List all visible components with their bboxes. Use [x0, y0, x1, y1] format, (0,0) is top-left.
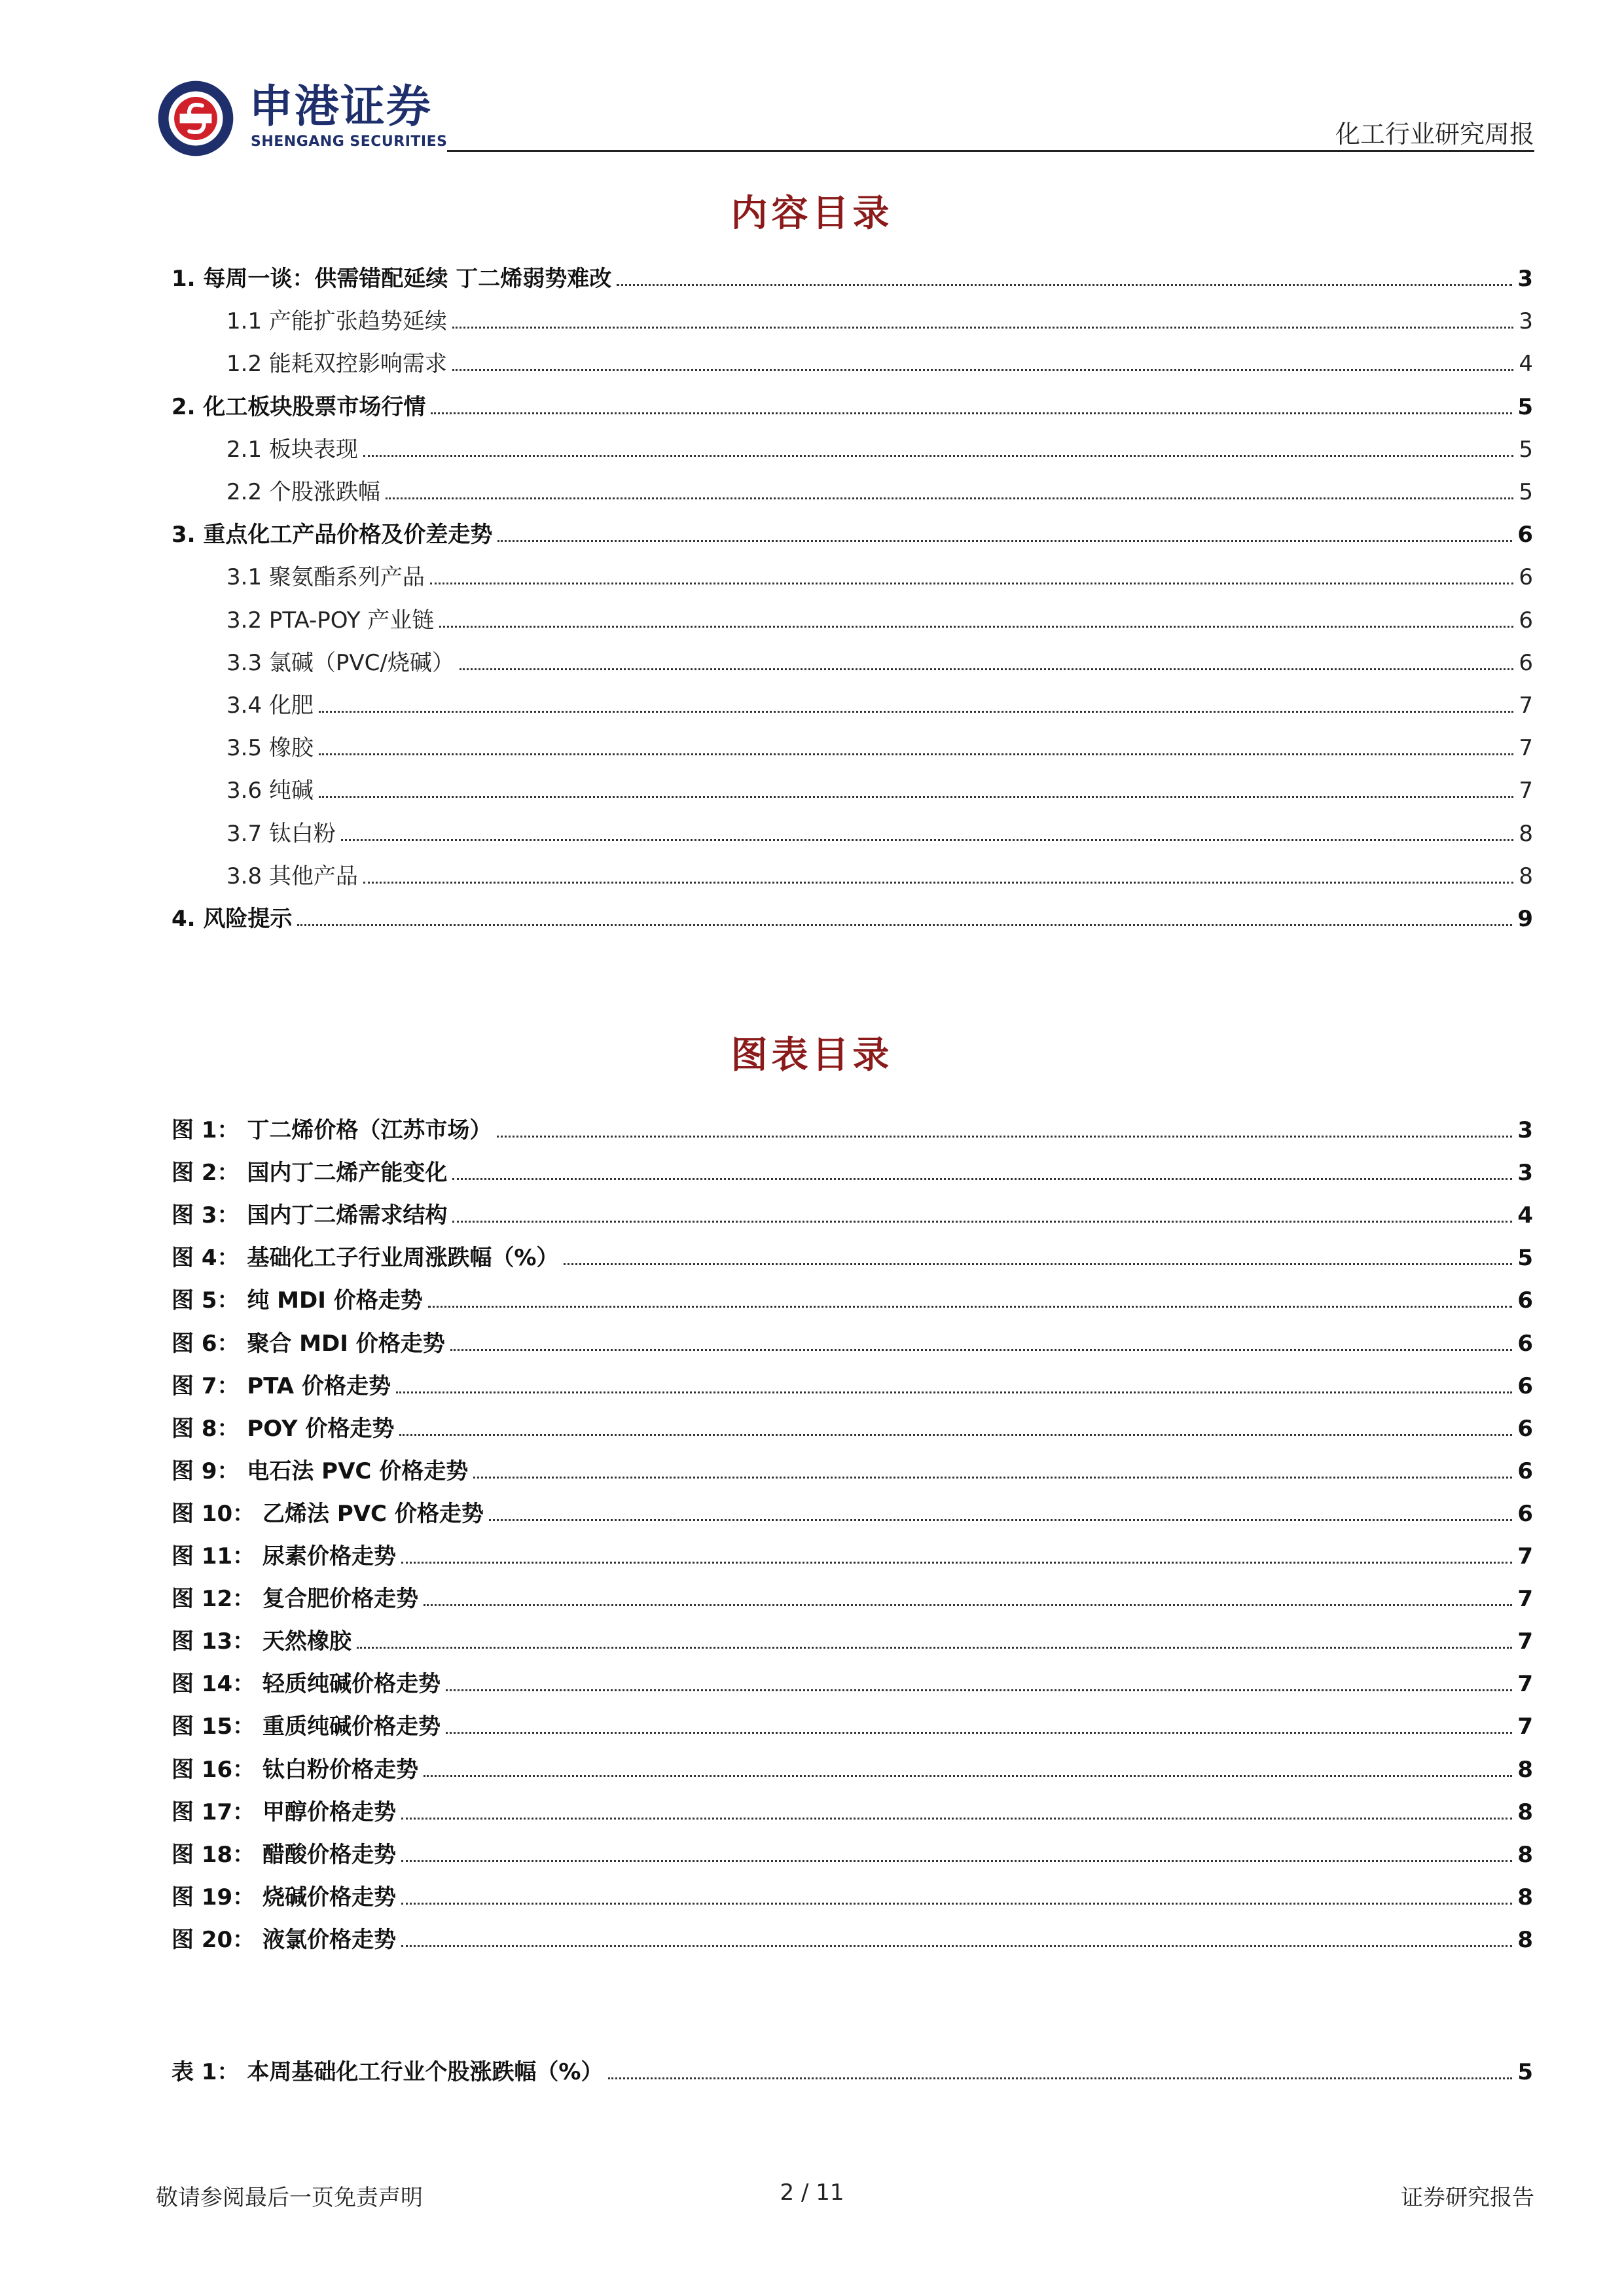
- footer-doc-type: 证券研究报告: [1401, 2185, 1534, 2211]
- figure-entry[interactable]: [171, 1191, 1533, 1230]
- figure-entry[interactable]: [171, 1745, 1533, 1784]
- figure-entry-label: 图 5： 纯 MDI 价格走势: [171, 1287, 423, 1314]
- figure-entry-label: 图 8： POY 价格走势: [171, 1415, 395, 1442]
- dot-leader: [430, 582, 1513, 584]
- table-entry[interactable]: [171, 2047, 1533, 2087]
- dot-leader: [446, 1731, 1512, 1734]
- figure-entry-label: 图 17： 甲醇价格走势: [171, 1799, 396, 1825]
- dot-leader: [357, 1646, 1512, 1649]
- figure-entry-label: 图 10： 乙烯法 PVC 价格走势: [171, 1500, 484, 1527]
- dot-leader: [363, 881, 1513, 884]
- dot-leader: [396, 1391, 1512, 1393]
- toc-entry-page: 6: [1517, 522, 1533, 548]
- footer-disclaimer: 敬请参阅最后一页免责声明: [156, 2185, 423, 2211]
- toc-entry-page: 9: [1517, 906, 1533, 932]
- dot-leader: [489, 1518, 1512, 1521]
- figure-entry-page: 3: [1517, 1160, 1533, 1187]
- toc-entry-label: 3.2 PTA-POY 产业链: [226, 607, 435, 634]
- figure-entry[interactable]: [171, 1233, 1533, 1272]
- dot-leader: [564, 1263, 1512, 1265]
- toc-entry-page: 4: [1519, 351, 1533, 378]
- toc-entry-label: 3.7 钛白粉: [226, 820, 336, 847]
- toc-entry[interactable]: [226, 596, 1533, 635]
- figure-entry[interactable]: [171, 1830, 1533, 1869]
- shengang-logo-icon: [156, 79, 236, 158]
- toc-entry[interactable]: [226, 681, 1533, 720]
- figure-entry-label: 图 18： 醋酸价格走势: [171, 1841, 396, 1868]
- figure-entry-label: 图 1： 丁二烯价格（江苏市场）: [171, 1117, 492, 1143]
- figure-entry-label: 图 2： 国内丁二烯产能变化: [171, 1160, 448, 1187]
- report-type: 化工行业研究周报: [1335, 120, 1534, 149]
- dot-leader: [452, 326, 1513, 329]
- toc-entry-label: 3.3 氯碱（PVC/烧碱）: [226, 649, 454, 676]
- figure-entry[interactable]: [171, 1404, 1533, 1443]
- toc-entry-page: 7: [1519, 735, 1533, 762]
- figure-entry-page: 6: [1517, 1500, 1533, 1527]
- dot-leader: [424, 1604, 1512, 1606]
- dot-leader: [363, 454, 1513, 457]
- toc-entry-page: 5: [1517, 393, 1533, 420]
- toc-entry-label: 2. 化工板块股票市场行情: [171, 393, 426, 420]
- toc-entry-page: 8: [1519, 863, 1533, 889]
- dot-leader: [452, 1220, 1512, 1223]
- dot-leader: [452, 1177, 1512, 1180]
- figure-entry-label: 图 9： 电石法 PVC 价格走势: [171, 1458, 469, 1484]
- toc-entry[interactable]: [171, 254, 1533, 293]
- figure-entry-label: 图 14： 轻质纯碱价格走势: [171, 1671, 441, 1698]
- contents-title: 内容目录: [731, 192, 893, 235]
- dot-leader: [341, 838, 1513, 841]
- dot-leader: [424, 1774, 1512, 1777]
- dot-leader: [617, 283, 1512, 286]
- page-header: [0, 0, 1624, 157]
- toc-entry[interactable]: [226, 723, 1533, 762]
- dot-leader: [431, 412, 1512, 414]
- header-divider: [447, 150, 1534, 152]
- page-footer: [0, 2160, 1624, 2212]
- toc-entry-page: 8: [1519, 820, 1533, 847]
- figure-entry[interactable]: [171, 1148, 1533, 1187]
- figure-entry-label: 图 11： 尿素价格走势: [171, 1543, 396, 1570]
- toc-entry-label: 3.5 橡胶: [226, 735, 314, 762]
- figure-entry-page: 7: [1517, 1671, 1533, 1698]
- dot-leader: [401, 1945, 1512, 1947]
- dot-leader: [401, 1902, 1512, 1905]
- figure-entry[interactable]: [171, 1489, 1533, 1528]
- toc-entry-page: 6: [1519, 607, 1533, 634]
- dot-leader: [401, 1859, 1512, 1862]
- figure-entry-page: 6: [1517, 1287, 1533, 1314]
- dot-leader: [608, 2077, 1512, 2079]
- figure-entry[interactable]: [171, 1105, 1533, 1145]
- figure-entry-label: 图 12： 复合肥价格走势: [171, 1586, 418, 1613]
- toc-entry-page: 3: [1517, 266, 1533, 292]
- toc-entry[interactable]: [171, 382, 1533, 422]
- figure-entry[interactable]: [171, 1319, 1533, 1358]
- figure-entry-page: 8: [1517, 1799, 1533, 1825]
- toc-entry-label: 1.1 产能扩张趋势延续: [226, 308, 447, 335]
- toc-entry-label: 3. 重点化工产品价格及价差走势: [171, 522, 493, 548]
- figure-entry[interactable]: [171, 1276, 1533, 1315]
- dot-leader: [386, 497, 1513, 499]
- toc-entry-page: 5: [1519, 479, 1533, 505]
- figure-entry-page: 7: [1517, 1628, 1533, 1655]
- figure-entry-label: 图 20： 液氯价格走势: [171, 1926, 396, 1953]
- dot-leader: [401, 1817, 1512, 1820]
- figures-title: 图表目录: [731, 1033, 893, 1077]
- figure-entry-page: 8: [1517, 1756, 1533, 1783]
- figure-entry-label: 图 13： 天然橡胶: [171, 1628, 352, 1655]
- toc-entry-page: 7: [1519, 692, 1533, 719]
- figure-entry[interactable]: [171, 1617, 1533, 1656]
- figure-entry-page: 7: [1517, 1543, 1533, 1570]
- figure-entry-page: 6: [1517, 1330, 1533, 1357]
- dot-leader: [497, 539, 1512, 542]
- figure-entry[interactable]: [171, 1787, 1533, 1827]
- toc-entry-label: 2.2 个股涨跌幅: [226, 479, 380, 505]
- toc-entry[interactable]: [226, 852, 1533, 891]
- figure-entry-page: 5: [1517, 1245, 1533, 1272]
- figure-entry-page: 4: [1517, 1202, 1533, 1229]
- dot-leader: [399, 1433, 1512, 1436]
- dot-leader: [450, 1348, 1513, 1351]
- dot-leader: [319, 710, 1513, 713]
- figure-entry[interactable]: [171, 1702, 1533, 1741]
- toc-entry[interactable]: [171, 510, 1533, 549]
- table-entry-page: 5: [1517, 2059, 1533, 2085]
- figure-entry-page: 8: [1517, 1841, 1533, 1868]
- table-entry-label: 表 1： 本周基础化工行业个股涨跌幅（%）: [171, 2059, 604, 2085]
- toc-entry[interactable]: [226, 296, 1533, 336]
- figure-entry-label: 图 15： 重质纯碱价格走势: [171, 1713, 441, 1740]
- toc-entry-label: 3.8 其他产品: [226, 863, 358, 889]
- dot-leader: [473, 1476, 1512, 1479]
- figure-entry[interactable]: [171, 1915, 1533, 1954]
- toc-entry[interactable]: [226, 467, 1533, 507]
- dot-leader: [460, 668, 1514, 670]
- figure-entry[interactable]: [171, 1574, 1533, 1613]
- toc-entry[interactable]: [226, 339, 1533, 378]
- toc-entry-label: 3.4 化肥: [226, 692, 314, 719]
- toc-entry[interactable]: [226, 425, 1533, 464]
- figure-entry[interactable]: [171, 1532, 1533, 1571]
- toc-entry-page: 3: [1519, 308, 1533, 335]
- figure-entry-label: 图 4： 基础化工子行业周涨跌幅（%）: [171, 1245, 559, 1272]
- figure-entry[interactable]: [171, 1446, 1533, 1486]
- toc-entry-page: 7: [1519, 778, 1533, 804]
- figure-entry[interactable]: [171, 1659, 1533, 1698]
- toc-entry-page: 6: [1519, 564, 1533, 591]
- dot-leader: [446, 1689, 1512, 1691]
- dot-leader: [439, 625, 1513, 628]
- figure-entry[interactable]: [171, 1361, 1533, 1401]
- toc-entry-label: 3.6 纯碱: [226, 778, 314, 804]
- toc-entry[interactable]: [226, 809, 1533, 848]
- toc-entry-page: 6: [1519, 649, 1533, 676]
- dot-leader: [319, 753, 1513, 755]
- toc-entry[interactable]: [226, 552, 1533, 592]
- figure-entry-page: 6: [1517, 1458, 1533, 1484]
- figure-entry-label: 图 7： PTA 价格走势: [171, 1372, 391, 1399]
- toc-entry[interactable]: [226, 766, 1533, 805]
- dot-leader: [319, 795, 1513, 798]
- toc-entry[interactable]: [226, 638, 1533, 677]
- brand-name-cn: 申港证券: [249, 81, 433, 133]
- toc-entry-label: 1. 每周一谈：供需错配延续 丁二烯弱势难改: [171, 266, 612, 292]
- toc-entry-label: 2.1 板块表现: [226, 436, 358, 463]
- figure-entry-label: 图 16： 钛白粉价格走势: [171, 1756, 418, 1783]
- dot-leader: [401, 1561, 1512, 1564]
- dot-leader: [428, 1305, 1513, 1308]
- page-number: 2 / 11: [780, 2179, 844, 2206]
- toc-entry-page: 5: [1519, 436, 1533, 463]
- figure-entry-label: 图 19： 烧碱价格走势: [171, 1884, 396, 1910]
- toc-entry-label: 4. 风险提示: [171, 906, 293, 932]
- dot-leader: [497, 1135, 1512, 1138]
- figure-entry-page: 8: [1517, 1926, 1533, 1953]
- toc-entry[interactable]: [171, 894, 1533, 933]
- toc-entry-label: 3.1 聚氨酯系列产品: [226, 564, 425, 591]
- figure-entry-page: 3: [1517, 1117, 1533, 1143]
- figure-entry-page: 6: [1517, 1415, 1533, 1442]
- figure-entry-page: 6: [1517, 1372, 1533, 1399]
- figure-entry-label: 图 6： 聚合 MDI 价格走势: [171, 1330, 445, 1357]
- brand-name-en: SHENGANG SECURITIES: [251, 134, 448, 150]
- figure-entry-page: 7: [1517, 1586, 1533, 1613]
- figure-entry-page: 8: [1517, 1884, 1533, 1910]
- dot-leader: [452, 368, 1513, 371]
- figure-entry-page: 7: [1517, 1713, 1533, 1740]
- toc-entry-label: 1.2 能耗双控影响需求: [226, 351, 447, 378]
- dot-leader: [297, 924, 1512, 926]
- figure-entry[interactable]: [171, 1873, 1533, 1912]
- figure-entry-label: 图 3： 国内丁二烯需求结构: [171, 1202, 448, 1229]
